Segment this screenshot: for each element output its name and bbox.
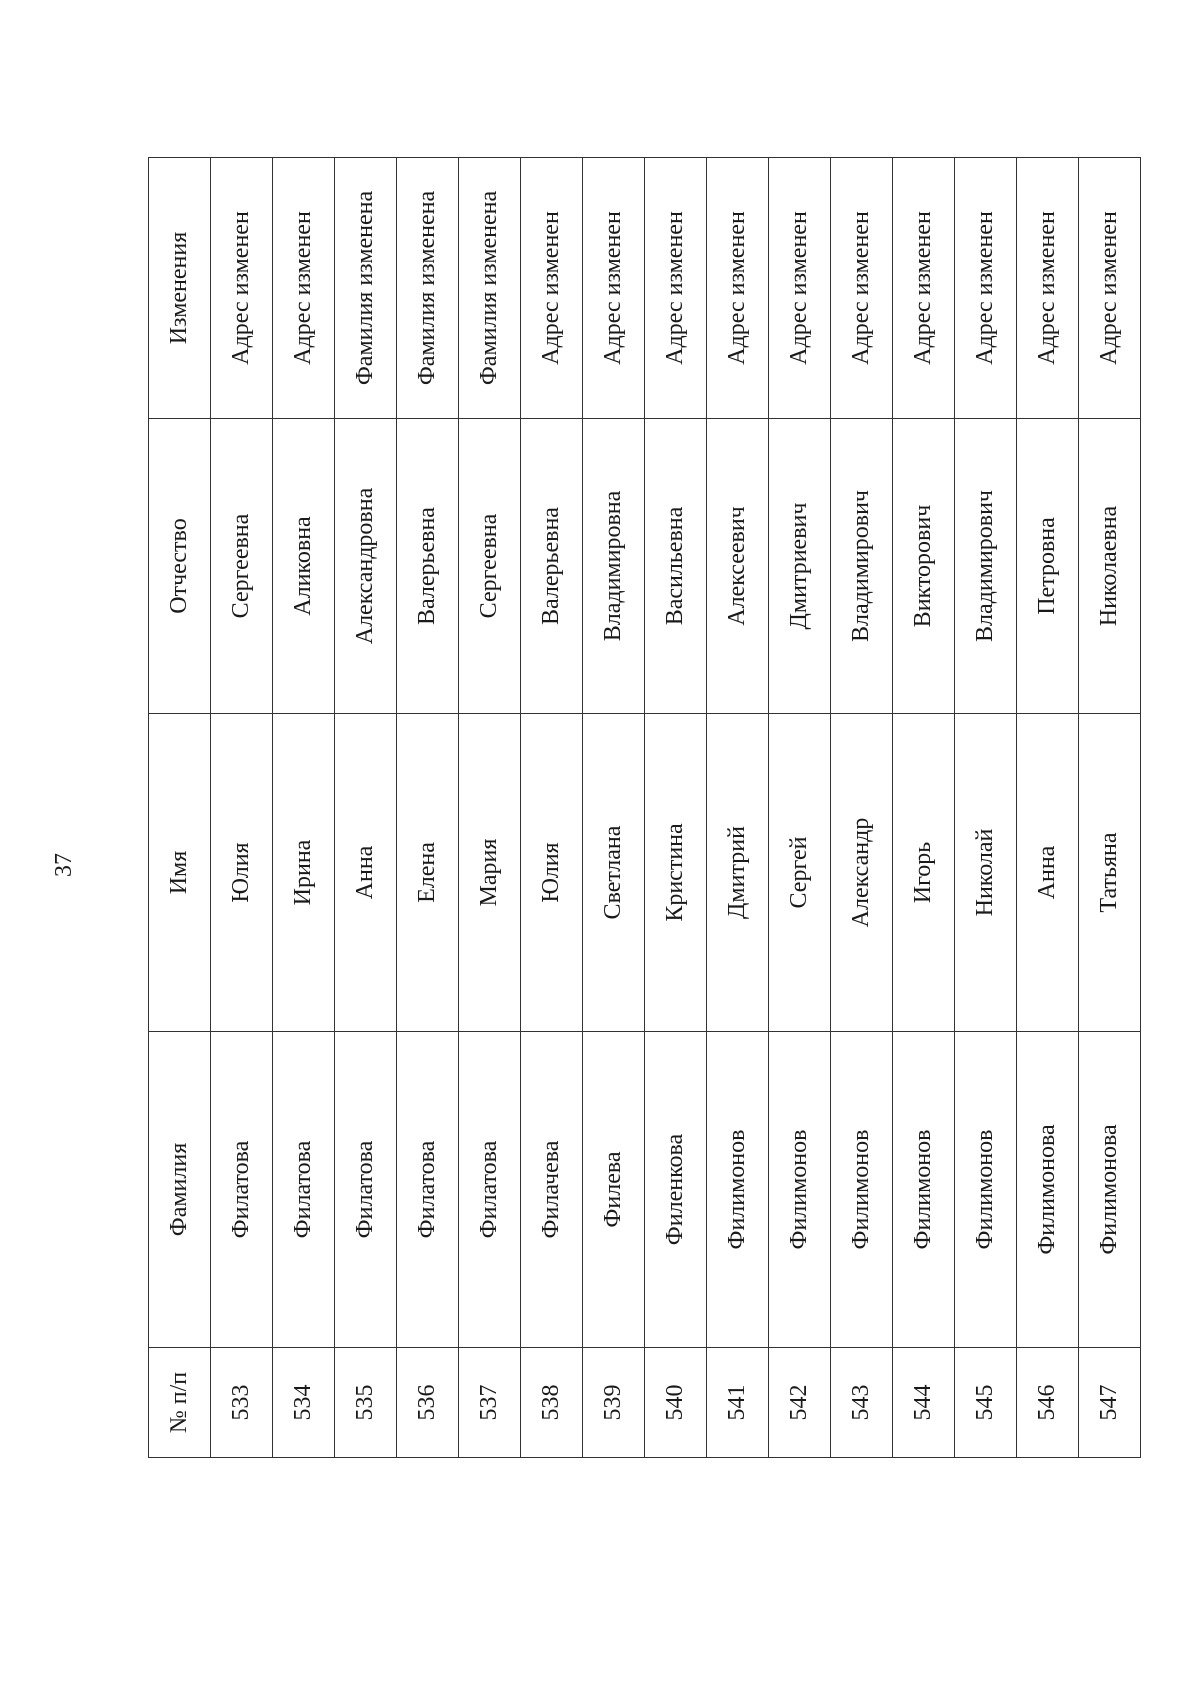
table-row [707, 158, 769, 1458]
cell-changes: Адрес изменен [273, 158, 335, 419]
cell-name: Кристина [645, 714, 707, 1032]
cell-num: 538 [521, 1348, 583, 1458]
cell-name: Николай [955, 714, 1017, 1032]
table-header-row [149, 158, 211, 1458]
cell-changes: Адрес изменен [211, 158, 273, 419]
cell-changes: Адрес изменен [893, 158, 955, 419]
cell-surname: Филачева [521, 1032, 583, 1348]
cell-surname: Филатова [273, 1032, 335, 1348]
cell-patronymic: Аликовна [273, 419, 335, 714]
cell-surname: Филатова [397, 1032, 459, 1348]
table-row [1079, 158, 1141, 1458]
cell-patronymic: Алексеевич [707, 419, 769, 714]
cell-name: Елена [397, 714, 459, 1032]
table-row [769, 158, 831, 1458]
header-name: Имя [149, 714, 211, 1032]
cell-changes: Адрес изменен [1079, 158, 1141, 419]
cell-name: Дмитрий [707, 714, 769, 1032]
cell-surname: Филимонова [1079, 1032, 1141, 1348]
table-row [211, 158, 273, 1458]
cell-name: Татьяна [1079, 714, 1141, 1032]
cell-surname: Филимонов [893, 1032, 955, 1348]
table-row [335, 158, 397, 1458]
cell-changes: Адрес изменен [1017, 158, 1079, 419]
cell-surname: Филенкова [645, 1032, 707, 1348]
cell-patronymic: Николаевна [1079, 419, 1141, 714]
page-number: 37 [51, 853, 77, 877]
cell-surname: Филимонов [707, 1032, 769, 1348]
cell-num: 547 [1079, 1348, 1141, 1458]
cell-num: 546 [1017, 1348, 1079, 1458]
cell-patronymic: Викторович [893, 419, 955, 714]
header-surname: Фамилия [149, 1032, 211, 1348]
table-row [831, 158, 893, 1458]
cell-name: Анна [1017, 714, 1079, 1032]
cell-patronymic: Петровна [1017, 419, 1079, 714]
cell-changes: Адрес изменен [645, 158, 707, 419]
cell-surname: Филимонов [831, 1032, 893, 1348]
cell-num: 537 [459, 1348, 521, 1458]
rotated-table [148, 158, 1122, 1458]
cell-changes: Адрес изменен [955, 158, 1017, 419]
table-row [1017, 158, 1079, 1458]
header-num: № п/п [149, 1348, 211, 1458]
cell-name: Сергей [769, 714, 831, 1032]
header-changes: Изменения [149, 158, 211, 419]
cell-patronymic: Владимирович [831, 419, 893, 714]
registry-table [148, 157, 1141, 1458]
cell-changes: Фамилия изменена [335, 158, 397, 419]
cell-num: 539 [583, 1348, 645, 1458]
cell-surname: Филева [583, 1032, 645, 1348]
registry-table-container [148, 158, 1122, 1458]
cell-changes: Адрес изменен [521, 158, 583, 419]
table-row [397, 158, 459, 1458]
cell-name: Анна [335, 714, 397, 1032]
cell-changes: Адрес изменен [769, 158, 831, 419]
table-row [955, 158, 1017, 1458]
cell-name: Игорь [893, 714, 955, 1032]
cell-num: 535 [335, 1348, 397, 1458]
cell-name: Александр [831, 714, 893, 1032]
cell-name: Юлия [211, 714, 273, 1032]
cell-surname: Филимонов [769, 1032, 831, 1348]
table-row [521, 158, 583, 1458]
cell-num: 534 [273, 1348, 335, 1458]
cell-surname: Филатова [335, 1032, 397, 1348]
cell-changes: Адрес изменен [583, 158, 645, 419]
cell-changes: Адрес изменен [707, 158, 769, 419]
cell-num: 545 [955, 1348, 1017, 1458]
cell-num: 541 [707, 1348, 769, 1458]
cell-patronymic: Сергеевна [459, 419, 521, 714]
cell-patronymic: Александровна [335, 419, 397, 714]
header-patronymic: Отчество [149, 419, 211, 714]
cell-num: 542 [769, 1348, 831, 1458]
table-row [893, 158, 955, 1458]
cell-patronymic: Сергеевна [211, 419, 273, 714]
cell-patronymic: Владимировна [583, 419, 645, 714]
cell-surname: Филатова [459, 1032, 521, 1348]
cell-name: Юлия [521, 714, 583, 1032]
cell-patronymic: Валерьевна [397, 419, 459, 714]
cell-num: 533 [211, 1348, 273, 1458]
table-row [645, 158, 707, 1458]
table-body [211, 158, 1141, 1458]
cell-name: Светлана [583, 714, 645, 1032]
cell-surname: Филимонов [955, 1032, 1017, 1348]
cell-name: Ирина [273, 714, 335, 1032]
cell-num: 544 [893, 1348, 955, 1458]
cell-patronymic: Владимирович [955, 419, 1017, 714]
cell-num: 540 [645, 1348, 707, 1458]
cell-num: 543 [831, 1348, 893, 1458]
cell-changes: Фамилия изменена [459, 158, 521, 419]
table-row [583, 158, 645, 1458]
cell-patronymic: Дмитриевич [769, 419, 831, 714]
cell-changes: Адрес изменен [831, 158, 893, 419]
cell-patronymic: Васильевна [645, 419, 707, 714]
cell-num: 536 [397, 1348, 459, 1458]
table-row [273, 158, 335, 1458]
cell-patronymic: Валерьевна [521, 419, 583, 714]
cell-surname: Филимонова [1017, 1032, 1079, 1348]
cell-surname: Филатова [211, 1032, 273, 1348]
cell-changes: Фамилия изменена [397, 158, 459, 419]
table-row [459, 158, 521, 1458]
cell-name: Мария [459, 714, 521, 1032]
